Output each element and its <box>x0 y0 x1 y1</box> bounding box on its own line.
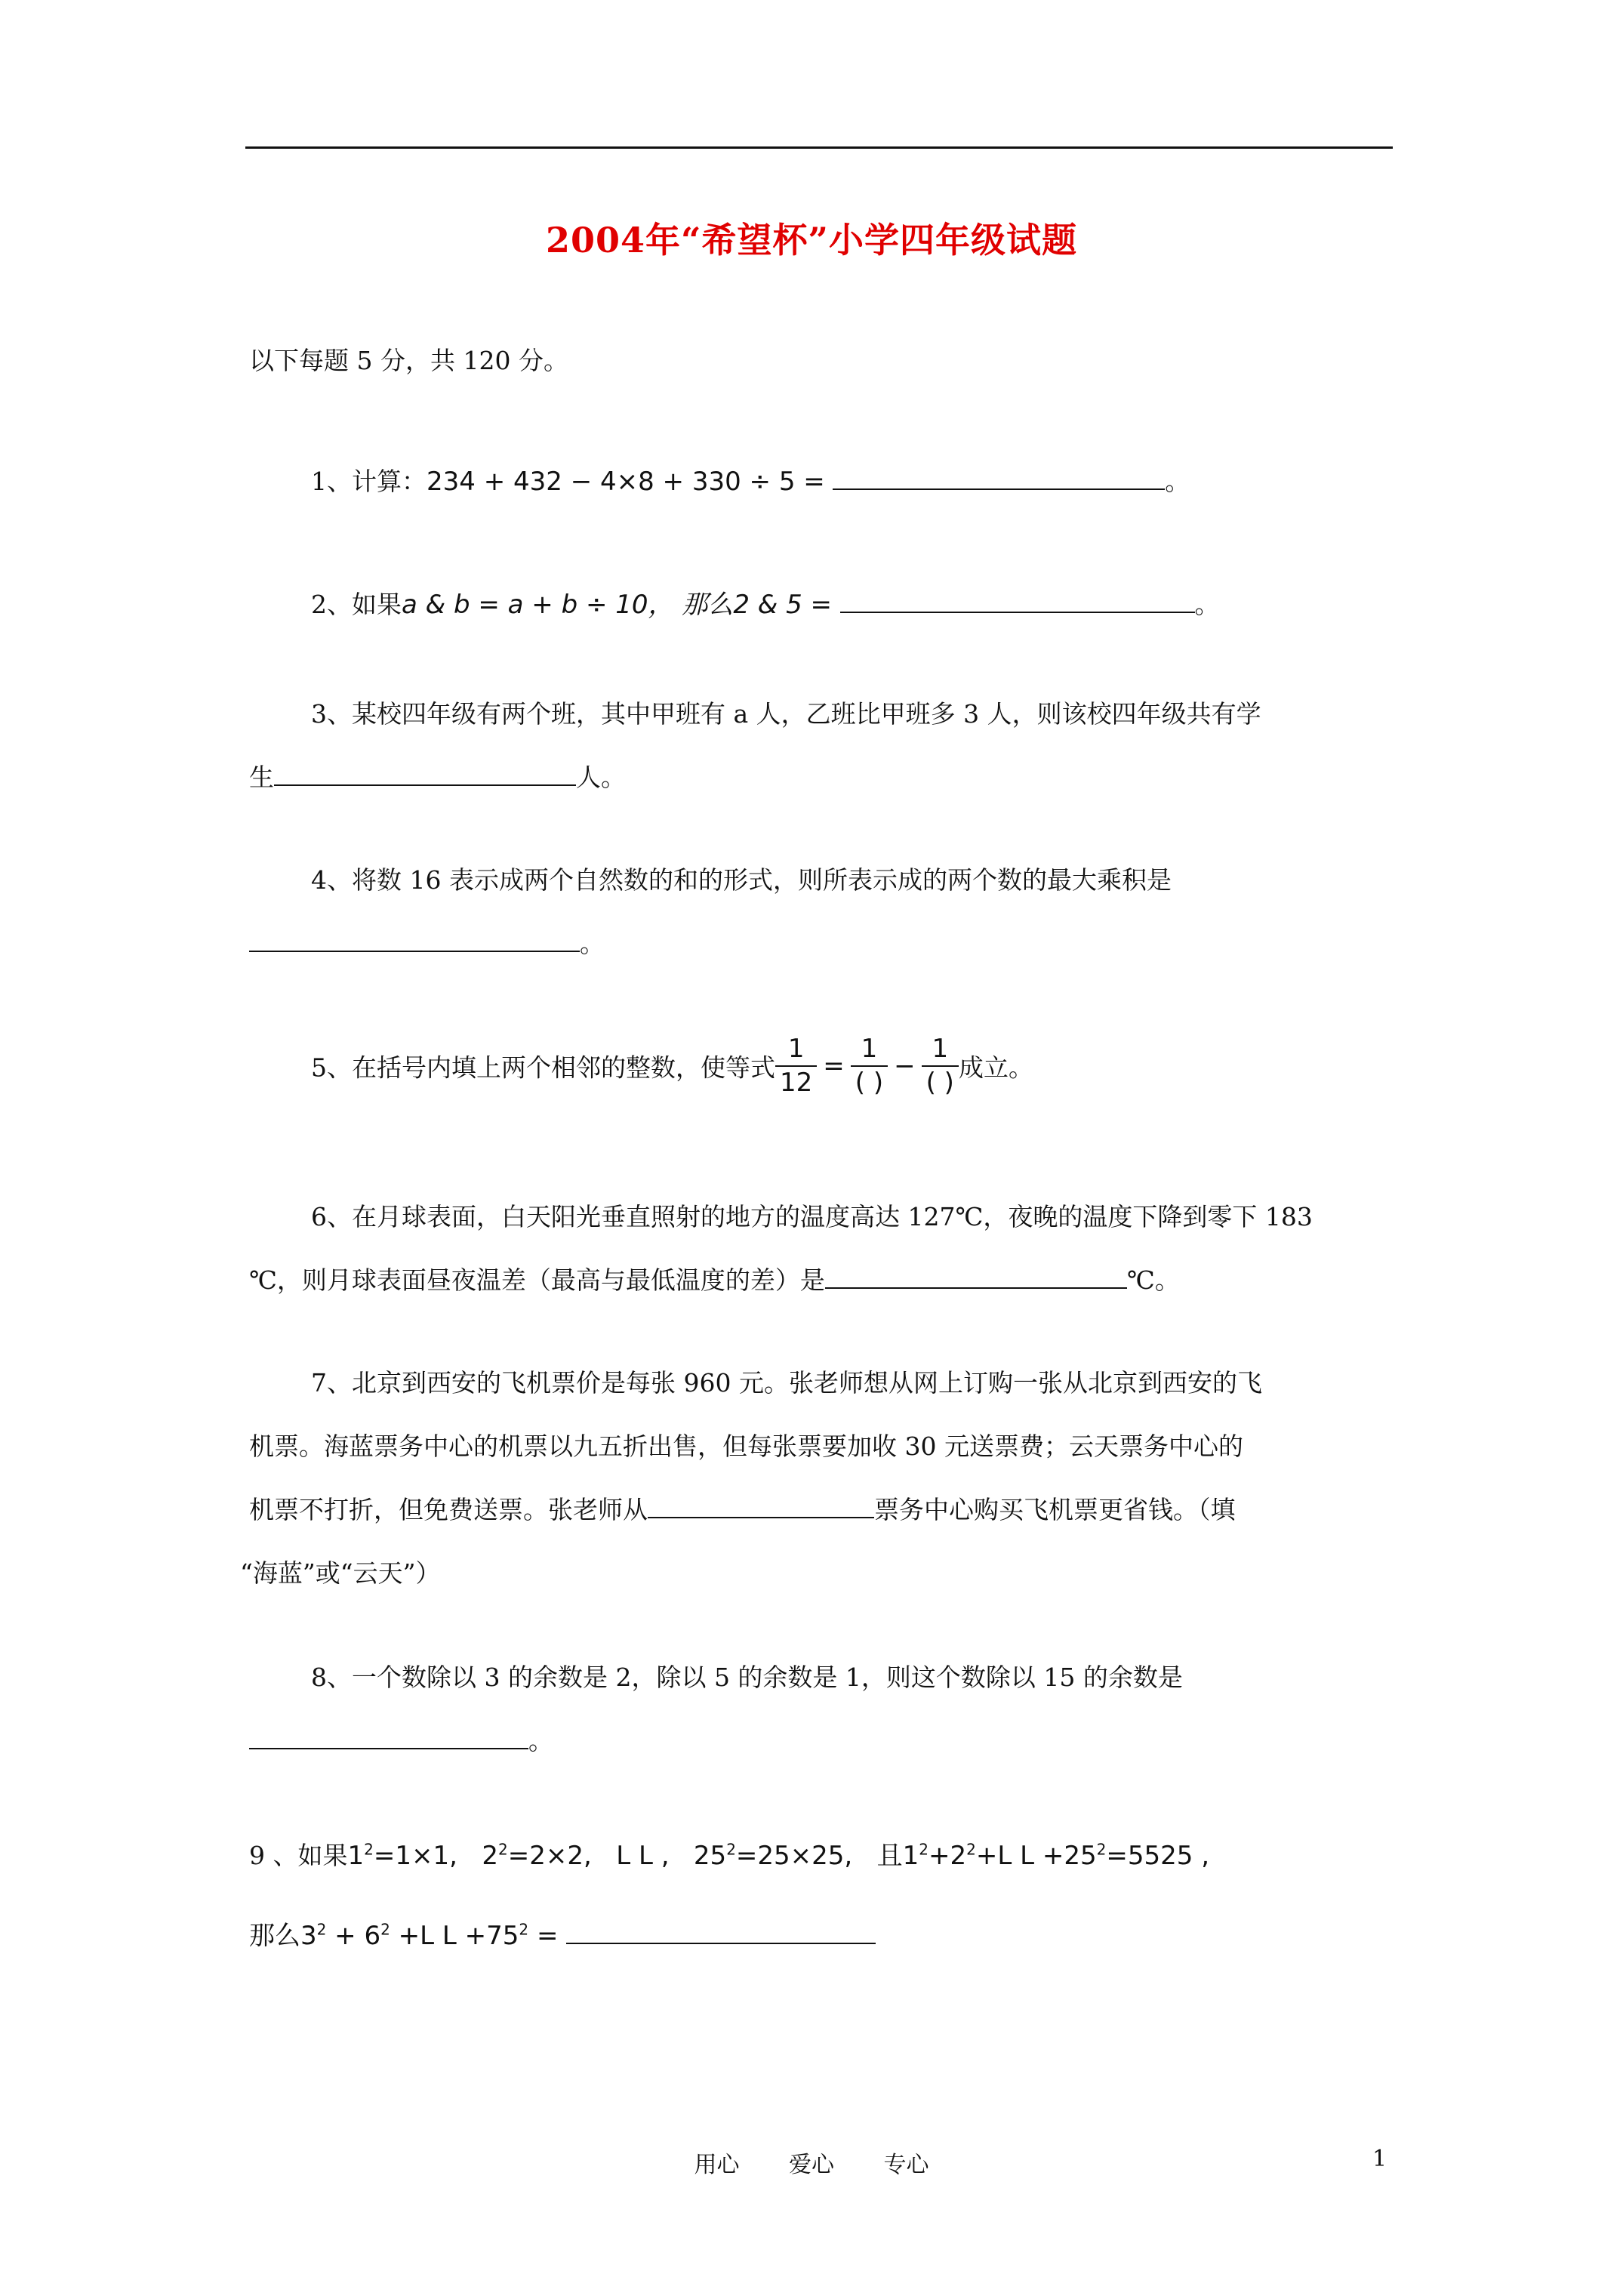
question-2-prefix: 2、如果 <box>311 590 402 619</box>
question-6-line-2-suffix: ℃。 <box>1126 1265 1180 1295</box>
question-9-formula-line-2: 那么$3^2 + 6^2 +L$ $L +75^2$ = <box>249 1920 559 1951</box>
question-8-line-2 <box>249 1721 553 1757</box>
answer-blank-6[interactable] <box>825 1262 1127 1289</box>
question-1 <box>311 462 1190 498</box>
question-3-line-2 <box>249 758 626 794</box>
question-9-prefix: 9 、如果 <box>249 1841 348 1870</box>
answer-blank-1[interactable] <box>833 463 1165 490</box>
question-7-line-1: 7、北京到西安的飞机票价是每张 960 元。张老师想从网上订购一张从北京到西安的飞 <box>311 1368 1262 1398</box>
answer-blank-8[interactable] <box>249 1722 528 1749</box>
question-5 <box>311 1034 1033 1098</box>
question-2-suffix: 。 <box>1194 590 1220 619</box>
question-3-line-2-prefix: 生 <box>249 763 274 792</box>
question-7-line-4: “海蓝”或“云天”） <box>240 1558 441 1588</box>
question-9-line-1 <box>249 1835 1209 1872</box>
question-6-line-2-prefix: ℃，则月球表面昼夜温差（最高与最低温度的差）是 <box>249 1265 825 1295</box>
fraction-1-over-12 <box>775 1034 817 1098</box>
question-4-line-2 <box>249 924 605 960</box>
answer-blank-3[interactable] <box>274 759 576 786</box>
fraction-denominator-blank[interactable]: ( ) <box>851 1065 888 1098</box>
answer-blank-4[interactable] <box>249 925 580 952</box>
fraction-denominator: 12 <box>775 1065 817 1098</box>
question-9-formula-line-1: $1^2=1\times 1$, $2^2=2\times 2$, L L , $25^2=25\times 25$, 且$1^2+2^2+L$ $L +25^2=5525$ , <box>347 1840 1210 1871</box>
question-2 <box>311 584 1220 621</box>
question-2-expression: a & b = a + b ÷ 10， 那么2 & 5 = <box>402 590 833 620</box>
question-7-line-3 <box>249 1490 1236 1526</box>
question-8-line-1: 8、一个数除以 3 的余数是 2，除以 5 的余数是 1，则这个数除以 15 的余数是 <box>311 1663 1183 1692</box>
footer-text-left: 用心 <box>694 2152 740 2178</box>
fraction-numerator: 1 <box>932 1034 949 1064</box>
question-6-line-1: 6、在月球表面，白天阳光垂直照射的地方的温度高达 127℃，夜晚的温度下降到零下 183 <box>311 1202 1313 1231</box>
question-3-line-2-suffix: 人。 <box>576 763 626 792</box>
intro-text: 以下每题 5 分，共 120 分。 <box>249 346 568 375</box>
question-7-line-2: 机票。海蓝票务中心的机票以九五折出售，但每张票要加收 30 元送票费；云天票务中心的 <box>249 1432 1243 1461</box>
question-3-line-1: 3、某校四年级有两个班，其中甲班有 a 人，乙班比甲班多 3 人，则该校四年级共有学 <box>311 699 1261 729</box>
question-1-prefix: 1、计算： <box>311 467 427 496</box>
question-7-line-3-suffix: 票务中心购买飞机票更省钱。（填 <box>874 1495 1236 1524</box>
equals-sign: = <box>823 1051 845 1082</box>
fraction-denominator-blank[interactable]: ( ) <box>922 1065 959 1098</box>
question-4-suffix: 。 <box>580 929 605 958</box>
answer-blank-2[interactable] <box>840 586 1195 613</box>
fraction-numerator: 1 <box>861 1034 878 1064</box>
fraction-numerator: 1 <box>787 1034 805 1064</box>
question-7-line-3-prefix: 机票不打折，但免费送票。张老师从 <box>249 1495 648 1524</box>
question-5-suffix: 成立。 <box>958 1052 1033 1083</box>
question-1-suffix: 。 <box>1165 467 1190 496</box>
answer-blank-9[interactable] <box>566 1917 876 1944</box>
question-4-line-1: 4、将数 16 表示成两个自然数的和的形式，则所表示成的两个数的最大乘积是 <box>311 865 1172 895</box>
page-title: 2004年“希望杯”小学四年级试题 <box>546 220 1077 260</box>
question-8-suffix: 。 <box>528 1726 553 1755</box>
question-5-prefix: 5、在括号内填上两个相邻的整数，使等式 <box>311 1052 775 1083</box>
answer-blank-7[interactable] <box>648 1491 874 1518</box>
fraction-blank-1 <box>851 1034 888 1098</box>
fraction-blank-2 <box>922 1034 959 1098</box>
page-number: 1 <box>1372 2146 1387 2172</box>
header-rule <box>245 146 1393 149</box>
footer-text-right: 专心 <box>883 2152 929 2178</box>
footer-text-center: 爱心 <box>789 2152 834 2178</box>
question-1-expression: 234 + 432 − 4×8 + 330 ÷ 5 = <box>427 467 825 497</box>
minus-sign: − <box>894 1051 916 1082</box>
question-6-line-2 <box>249 1261 1180 1296</box>
question-9-line-2 <box>249 1915 876 1952</box>
